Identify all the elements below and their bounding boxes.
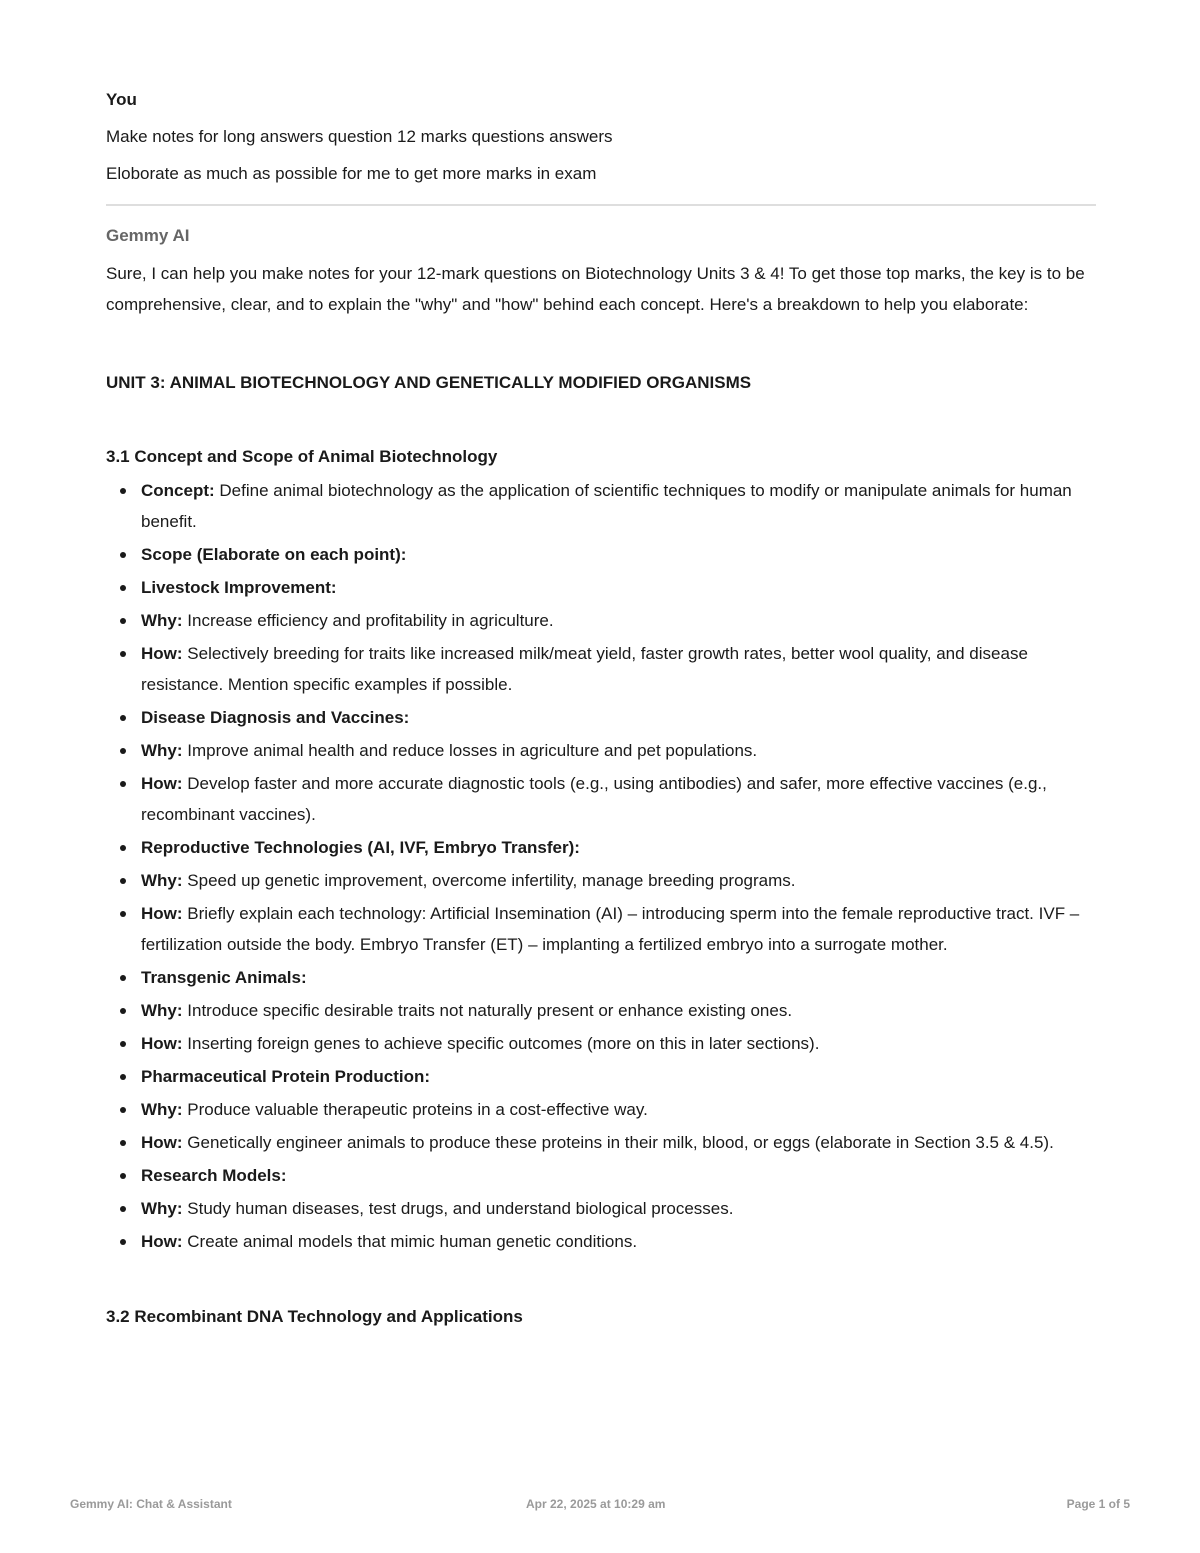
list-item-label: How: xyxy=(141,1133,183,1152)
list-item xyxy=(106,638,1096,700)
list-item-label: How: xyxy=(141,904,183,923)
list-item xyxy=(106,898,1096,960)
footer-date: Apr 22, 2025 at 10:29 am xyxy=(526,1497,666,1511)
list-item-label: Livestock Improvement: xyxy=(141,578,337,597)
chat-transcript xyxy=(106,86,1096,1335)
list-item xyxy=(106,1061,1096,1092)
list-item-text: Produce valuable therapeutic proteins in a cost-effective way. xyxy=(182,1100,648,1119)
list-item-text: Create animal models that mimic human genetic conditions. xyxy=(182,1232,638,1251)
user-message-line-2: Eloborate as much as possible for me to get more marks in exam xyxy=(106,164,597,183)
list-item xyxy=(106,962,1096,993)
list-item xyxy=(106,1193,1096,1224)
list-item-label: How: xyxy=(141,1034,183,1053)
list-item-text: Increase efficiency and profitability in agriculture. xyxy=(182,611,554,630)
ai-intro-paragraph: Sure, I can help you make notes for your 12-mark questions on Biotechnology Units 3 & 4! To get those top marks, the key is to be comprehensive, clear, and to explain the "why" and "how" behind each concept. Here's a breakdown to help you elaborate: xyxy=(106,264,1085,314)
footer-app-name: Gemmy AI: Chat & Assistant xyxy=(70,1497,232,1511)
list-item-label: Why: xyxy=(141,1001,183,1020)
page-footer xyxy=(70,1497,1130,1517)
list-item-label: Why: xyxy=(141,1199,183,1218)
list-item-text: Selectively breeding for traits like increased milk/meat yield, faster growth rates, better wool quality, and disease resistance. Mention specific examples if possible. xyxy=(141,644,1028,694)
list-item-label: Why: xyxy=(141,611,183,630)
list-item xyxy=(106,1028,1096,1059)
list-item-label: Transgenic Animals: xyxy=(141,968,307,987)
list-item-label: Reproductive Technologies (AI, IVF, Embryo Transfer): xyxy=(141,838,580,857)
list-item-label: Pharmaceutical Protein Production: xyxy=(141,1067,431,1086)
list-item xyxy=(106,832,1096,863)
list-item xyxy=(106,1127,1096,1158)
list-item xyxy=(106,1226,1096,1257)
list-item-label: Research Models: xyxy=(141,1166,287,1185)
list-item-label: Scope (Elaborate on each point): xyxy=(141,545,407,564)
list-item xyxy=(106,605,1096,636)
list-item-label: How: xyxy=(141,644,183,663)
user-message-line-1: Make notes for long answers question 12 marks questions answers xyxy=(106,127,613,146)
list-item-label: Concept: xyxy=(141,481,215,500)
list-item-text: Develop faster and more accurate diagnostic tools (e.g., using antibodies) and safer, more effective vaccines (e.g., recombinant vaccines). xyxy=(141,774,1047,824)
message-divider xyxy=(106,204,1096,206)
list-item-label: Why: xyxy=(141,741,183,760)
list-item xyxy=(106,539,1096,570)
list-item-label: How: xyxy=(141,774,183,793)
scope-bullet-list xyxy=(106,475,1096,1257)
section-heading-3-1: 3.1 Concept and Scope of Animal Biotechnology xyxy=(106,447,498,466)
list-item-text: Genetically engineer animals to produce these proteins in their milk, blood, or eggs (elaborate in Section 3.5 & 4.5). xyxy=(182,1133,1054,1152)
list-item xyxy=(106,702,1096,733)
list-item-text: Speed up genetic improvement, overcome infertility, manage breeding programs. xyxy=(182,871,796,890)
list-item xyxy=(106,995,1096,1026)
list-item xyxy=(106,768,1096,830)
list-item xyxy=(106,865,1096,896)
list-item-label: How: xyxy=(141,1232,183,1251)
list-item-text: Define animal biotechnology as the application of scientific techniques to modify or manipulate animals for human benefit. xyxy=(141,481,1072,531)
list-item xyxy=(106,1160,1096,1191)
list-item xyxy=(106,475,1096,537)
list-item-text: Briefly explain each technology: Artificial Insemination (AI) – introducing sperm into the female reproductive tract. IVF – fertilization outside the body. Embryo Transfer (ET) – implanting a fertilized embryo into a surrogate mother. xyxy=(141,904,1080,954)
list-item-text: Introduce specific desirable traits not naturally present or enhance existing ones. xyxy=(182,1001,793,1020)
user-speaker-label: You xyxy=(106,90,137,109)
list-item xyxy=(106,572,1096,603)
list-item-label: Why: xyxy=(141,871,183,890)
list-item-label: Why: xyxy=(141,1100,183,1119)
section-heading-3-2: 3.2 Recombinant DNA Technology and Applications xyxy=(106,1307,523,1326)
list-item xyxy=(106,735,1096,766)
list-item-text: Improve animal health and reduce losses in agriculture and pet populations. xyxy=(182,741,758,760)
list-item-label: Disease Diagnosis and Vaccines: xyxy=(141,708,410,727)
list-item-text: Study human diseases, test drugs, and understand biological processes. xyxy=(182,1199,734,1218)
footer-page-number: Page 1 of 5 xyxy=(1066,1497,1130,1511)
ai-speaker-label: Gemmy AI xyxy=(106,226,190,245)
unit-heading: UNIT 3: ANIMAL BIOTECHNOLOGY AND GENETICALLY MODIFIED ORGANISMS xyxy=(106,373,752,392)
list-item xyxy=(106,1094,1096,1125)
list-item-text: Inserting foreign genes to achieve specific outcomes (more on this in later sections). xyxy=(182,1034,820,1053)
